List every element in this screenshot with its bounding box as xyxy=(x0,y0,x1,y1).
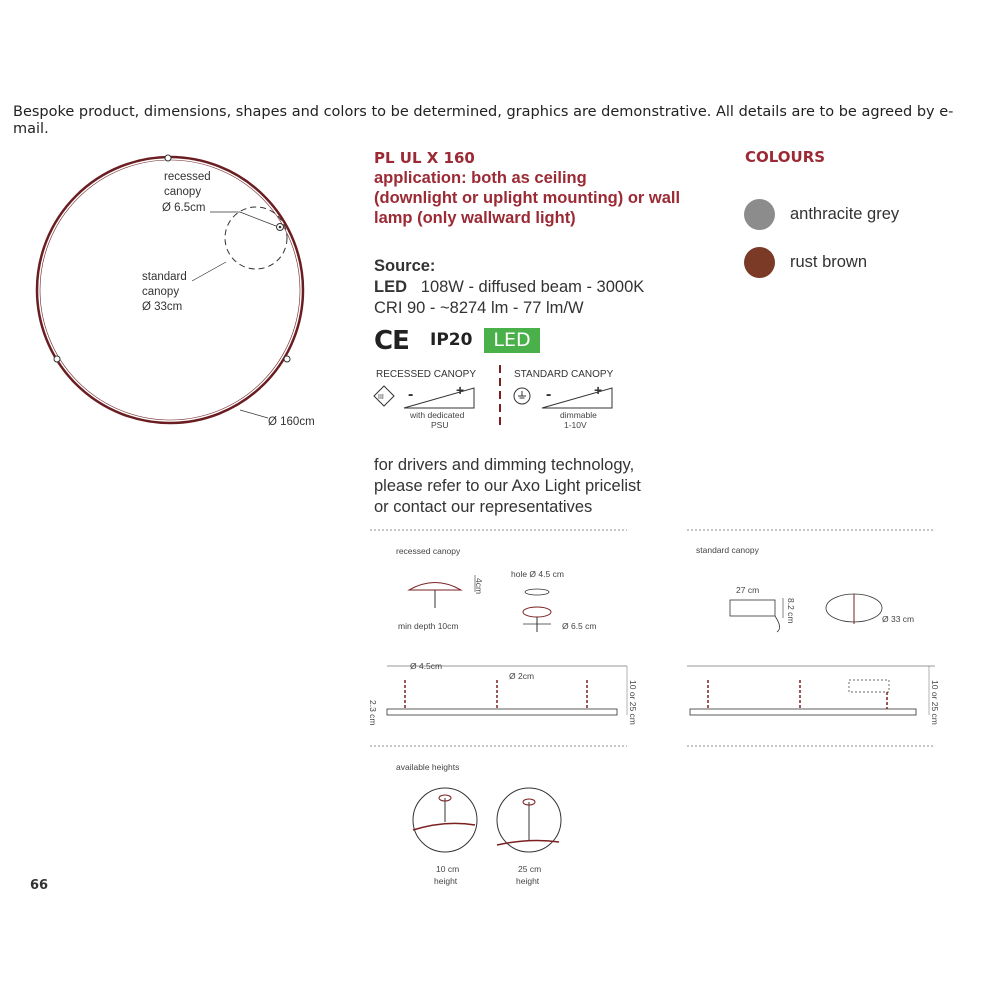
detail-standard-dim: Ø 33 cm xyxy=(882,614,915,624)
standard-plus: + xyxy=(594,382,603,398)
standard-canopy-label-2: canopy xyxy=(142,286,180,298)
recessed-canopy-label-2: canopy xyxy=(164,186,202,198)
standard-canopy-label: standard xyxy=(142,271,187,283)
detail-h25: 25 cm xyxy=(518,864,542,874)
recessed-canopy-title: RECESSED CANOPY xyxy=(376,369,477,380)
swatch-anthracite-grey[interactable] xyxy=(744,199,775,230)
colour-name-anthracite: anthracite grey xyxy=(790,205,900,223)
recessed-note-2: PSU xyxy=(431,420,449,430)
application-line-3: lamp (only wallward light) xyxy=(374,209,576,227)
detail-drop-height-1: 10 or 25 cm xyxy=(628,680,638,725)
detail-h25-label: height xyxy=(516,876,540,886)
colour-name-rust-brown: rust brown xyxy=(790,253,868,271)
detail-recessed-dim: Ø 6.5 cm xyxy=(562,621,597,631)
detail-width-27: 27 cm xyxy=(736,585,760,595)
detail-h10-label: height xyxy=(434,876,458,886)
application-line-2: (downlight or uplight mounting) or wall xyxy=(374,189,681,207)
recessed-minus: - xyxy=(408,386,414,403)
ring-diameter: Ø 160cm xyxy=(268,416,315,428)
detail-hole: hole Ø 4.5 cm xyxy=(511,569,564,579)
recessed-canopy-dim: Ø 6.5cm xyxy=(162,202,206,214)
svg-text:III: III xyxy=(378,394,384,401)
product-title: PL UL X 160 xyxy=(374,149,475,167)
page-number: 66 xyxy=(30,878,49,893)
technical-details-drawing xyxy=(365,520,945,900)
detail-available-heights: available heights xyxy=(396,762,460,772)
application-line-1: application: both as ceiling xyxy=(374,169,587,187)
swatch-rust-brown[interactable] xyxy=(744,247,775,278)
detail-profile-height: 2.3 cm xyxy=(368,700,378,726)
standard-note-2: 1-10V xyxy=(564,420,587,430)
detail-standard-canopy: standard canopy xyxy=(696,545,759,555)
detail-height-4cm: 4cm xyxy=(474,578,484,595)
colours-title: COLOURS xyxy=(745,148,826,166)
recessed-canopy-label: recessed xyxy=(164,171,211,183)
detail-min-depth: min depth 10cm xyxy=(398,621,459,631)
standard-canopy-title: STANDARD CANOPY xyxy=(514,369,614,380)
drivers-line-1: for drivers and dimming technology, xyxy=(374,456,635,474)
drivers-note xyxy=(374,455,641,518)
led-spec: 108W - diffused beam - 3000K xyxy=(420,278,645,296)
detail-recessed-canopy: recessed canopy xyxy=(396,546,461,556)
drivers-line-2: please refer to our Axo Light pricelist xyxy=(374,477,641,495)
recessed-plus: + xyxy=(456,382,465,398)
source-spec xyxy=(374,256,644,319)
detail-rod-2: Ø 2cm xyxy=(509,671,535,681)
recessed-note: with dedicated xyxy=(410,410,465,420)
standard-note: dimmable xyxy=(560,410,597,420)
psu-symbol-icon xyxy=(374,386,394,406)
detail-rod-45: Ø 4.5cm xyxy=(410,661,443,671)
led-badge: LED xyxy=(484,328,540,353)
disclaimer-text: Bespoke product, dimensions, shapes and colors to be determined, graphics are demonstrative. All details are to be agreed by e-mail. xyxy=(13,104,954,137)
ip-rating: IP20 xyxy=(430,330,473,350)
detail-drop-height-2: 10 or 25 cm xyxy=(930,680,940,725)
source-label: Source: xyxy=(374,257,436,275)
earth-symbol-icon xyxy=(514,388,530,404)
standard-minus: - xyxy=(546,386,552,403)
detail-height-82: 8.2 cm xyxy=(786,598,796,624)
cri-spec: CRI 90 - ~8274 lm - 77 lm/W xyxy=(374,299,584,317)
standard-canopy-dim: Ø 33cm xyxy=(142,301,183,313)
led-label: LED xyxy=(374,278,407,296)
application-text xyxy=(374,168,714,228)
ring-lamp-drawing xyxy=(0,0,370,440)
drivers-line-3: or contact our representatives xyxy=(374,498,593,516)
detail-h10: 10 cm xyxy=(436,864,460,874)
ce-mark: CE xyxy=(374,326,409,356)
